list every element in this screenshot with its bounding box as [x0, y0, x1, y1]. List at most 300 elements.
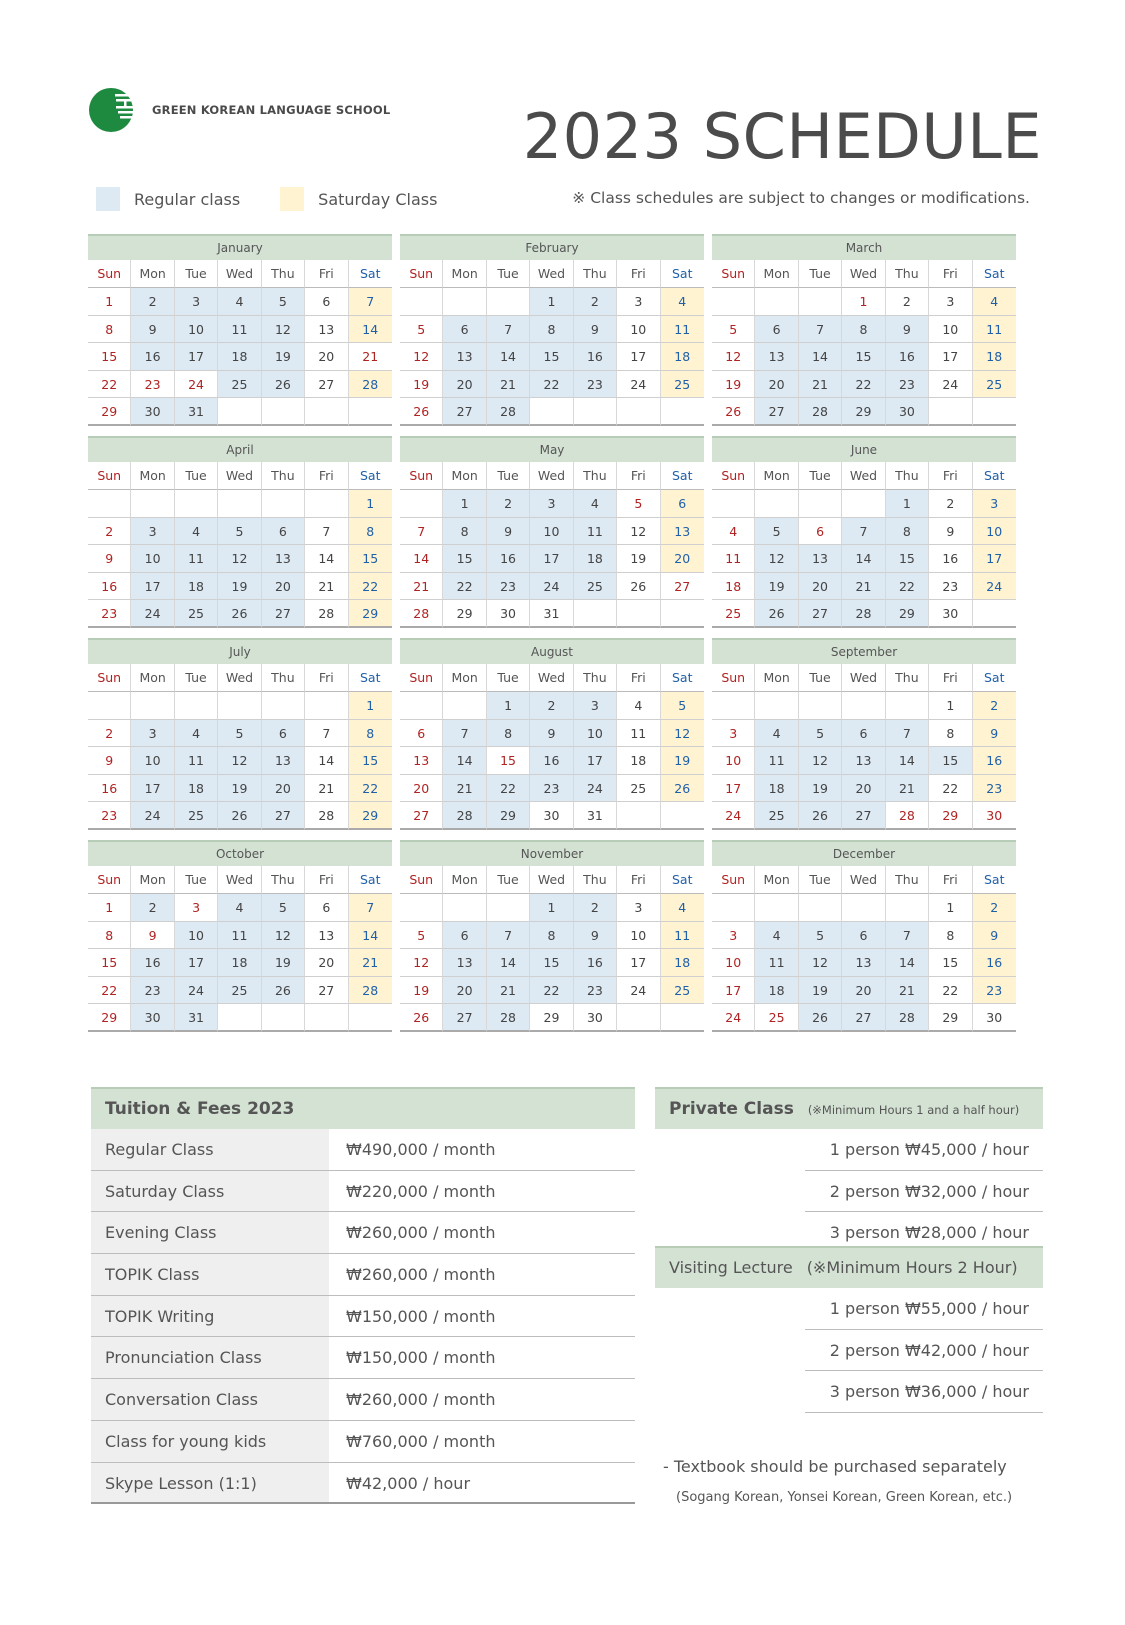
fee-row: [91, 1463, 635, 1505]
weekday-label: Tue: [799, 664, 842, 692]
empty-day-cell: [175, 490, 218, 518]
empty-day-cell: [131, 692, 174, 720]
day-cell: 5: [218, 720, 261, 748]
day-cell: 8: [929, 720, 972, 748]
day-cell: 25: [712, 600, 755, 628]
weekday-label: Tue: [799, 260, 842, 288]
day-cell: 21: [886, 775, 929, 803]
day-cell: 18: [218, 343, 261, 371]
day-cell: 11: [175, 747, 218, 775]
day-cell: 13: [842, 747, 885, 775]
day-cell: 14: [886, 949, 929, 977]
day-cell: 9: [88, 545, 131, 573]
day-cell: 6: [262, 720, 305, 748]
legend-regular-label: Regular class: [134, 189, 241, 209]
week-row: [400, 894, 704, 922]
day-cell: 8: [929, 922, 972, 950]
day-cell: 19: [755, 573, 798, 601]
day-cell: 26: [400, 1004, 443, 1032]
day-cell: 13: [305, 316, 348, 344]
tuition-fees-table: [91, 1087, 635, 1504]
empty-day-cell: [262, 692, 305, 720]
week-row: [400, 600, 704, 628]
weekday-label: Thu: [262, 462, 305, 490]
weekday-label: Tue: [175, 664, 218, 692]
day-cell: 27: [305, 371, 348, 399]
day-cell: 15: [886, 545, 929, 573]
calendar-month: [400, 436, 704, 628]
empty-day-cell: [712, 894, 755, 922]
day-cell: 20: [755, 371, 798, 399]
weekday-label: Fri: [929, 462, 972, 490]
day-cell: 4: [661, 894, 704, 922]
fee-label: Class for young kids: [91, 1421, 329, 1462]
day-cell: 23: [574, 371, 617, 399]
day-cell: 17: [712, 977, 755, 1005]
day-cell: 22: [929, 775, 972, 803]
weekday-label: Fri: [617, 462, 660, 490]
month-name: May: [400, 436, 704, 462]
fee-value: ₩260,000 / month: [346, 1265, 496, 1285]
day-cell: 23: [574, 977, 617, 1005]
day-cell: 17: [574, 747, 617, 775]
day-cell: 16: [574, 949, 617, 977]
day-cell: 4: [574, 490, 617, 518]
day-cell: 1: [88, 894, 131, 922]
weekday-header: [400, 462, 704, 490]
empty-day-cell: [574, 398, 617, 426]
day-cell: 15: [88, 949, 131, 977]
day-cell: 28: [886, 1004, 929, 1032]
weekday-label: Sun: [88, 866, 131, 894]
fee-label: Pronunciation Class: [91, 1337, 329, 1378]
empty-day-cell: [842, 490, 885, 518]
fee-value: ₩150,000 / month: [346, 1348, 496, 1368]
day-cell: 16: [973, 747, 1016, 775]
day-cell: 9: [131, 922, 174, 950]
day-cell: 8: [530, 922, 573, 950]
day-cell: 13: [842, 949, 885, 977]
weekday-header: [712, 260, 1016, 288]
day-cell: 5: [218, 518, 261, 546]
day-cell: 25: [218, 977, 261, 1005]
weekday-label: Thu: [886, 866, 929, 894]
weekday-label: Tue: [799, 866, 842, 894]
day-cell: 4: [755, 720, 798, 748]
day-cell: 27: [842, 1004, 885, 1032]
month-name: September: [712, 638, 1016, 664]
day-cell: 25: [175, 600, 218, 628]
empty-day-cell: [349, 1004, 392, 1032]
weekday-label: Wed: [530, 664, 573, 692]
weekday-label: Mon: [443, 866, 486, 894]
private-class-title: Private Class: [669, 1099, 794, 1119]
calendar-month: [712, 638, 1016, 830]
day-cell: 10: [131, 747, 174, 775]
month-name: December: [712, 840, 1016, 866]
day-cell: 24: [574, 775, 617, 803]
empty-day-cell: [661, 1004, 704, 1032]
day-cell: 12: [218, 747, 261, 775]
day-cell: 16: [487, 545, 530, 573]
weekday-header: [712, 866, 1016, 894]
day-cell: 18: [712, 573, 755, 601]
weekday-label: Thu: [574, 462, 617, 490]
day-cell: 2: [131, 288, 174, 316]
day-cell: 9: [574, 922, 617, 950]
day-cell: 28: [799, 398, 842, 426]
day-cell: 26: [712, 398, 755, 426]
day-cell: 1: [88, 288, 131, 316]
day-cell: 16: [574, 343, 617, 371]
day-cell: 5: [755, 518, 798, 546]
day-cell: 23: [973, 775, 1016, 803]
week-row: [712, 545, 1016, 573]
day-cell: 15: [842, 343, 885, 371]
day-cell: 9: [574, 316, 617, 344]
week-row: [400, 316, 704, 344]
fee-label: Conversation Class: [91, 1379, 329, 1420]
month-name: April: [88, 436, 392, 462]
day-cell: 27: [661, 573, 704, 601]
day-cell: 5: [799, 922, 842, 950]
day-cell: 12: [799, 949, 842, 977]
legend-saturday-label: Saturday Class: [318, 189, 438, 209]
calendar-month: [88, 234, 392, 426]
weekday-label: Wed: [530, 462, 573, 490]
price-row: 2 person ₩42,000 / hour: [805, 1330, 1043, 1372]
fee-row: [91, 1379, 635, 1421]
weekday-label: Sun: [88, 462, 131, 490]
day-cell: 12: [755, 545, 798, 573]
day-cell: 10: [712, 949, 755, 977]
day-cell: 6: [400, 720, 443, 748]
weekday-label: Tue: [175, 866, 218, 894]
day-cell: 4: [973, 288, 1016, 316]
week-row: [400, 1004, 704, 1032]
day-cell: 28: [487, 398, 530, 426]
empty-day-cell: [443, 894, 486, 922]
day-cell: 9: [929, 518, 972, 546]
empty-day-cell: [886, 692, 929, 720]
day-cell: 2: [886, 288, 929, 316]
empty-day-cell: [973, 398, 1016, 426]
day-cell: 30: [131, 1004, 174, 1032]
empty-day-cell: [929, 398, 972, 426]
weekday-label: Sat: [349, 462, 392, 490]
week-row: [88, 894, 392, 922]
weekday-label: Thu: [574, 866, 617, 894]
day-cell: 6: [262, 518, 305, 546]
empty-day-cell: [131, 490, 174, 518]
day-cell: 15: [349, 747, 392, 775]
day-cell: 9: [886, 316, 929, 344]
empty-day-cell: [88, 490, 131, 518]
empty-day-cell: [712, 490, 755, 518]
day-cell: 3: [617, 288, 660, 316]
weekday-label: Sat: [661, 664, 704, 692]
private-class-table: [655, 1087, 1043, 1254]
week-row: [712, 1004, 1016, 1032]
day-cell: 24: [973, 573, 1016, 601]
fee-value: ₩220,000 / month: [346, 1181, 496, 1201]
fee-label: Saturday Class: [91, 1171, 329, 1212]
day-cell: 15: [443, 545, 486, 573]
day-cell: 2: [929, 490, 972, 518]
day-cell: 21: [842, 573, 885, 601]
empty-day-cell: [886, 894, 929, 922]
month-name: November: [400, 840, 704, 866]
weekday-label: Sat: [973, 260, 1016, 288]
price-row: 3 person ₩36,000 / hour: [805, 1371, 1043, 1413]
visiting-lecture-title: Visiting Lecture: [669, 1258, 793, 1277]
day-cell: 14: [349, 922, 392, 950]
legend-regular: [96, 187, 240, 211]
day-cell: 30: [929, 600, 972, 628]
weekday-label: Thu: [886, 664, 929, 692]
empty-day-cell: [799, 490, 842, 518]
day-cell: 22: [349, 573, 392, 601]
day-cell: 29: [349, 600, 392, 628]
fee-label: Skype Lesson (1:1): [91, 1463, 329, 1503]
day-cell: 15: [929, 949, 972, 977]
weekday-label: Thu: [886, 462, 929, 490]
day-cell: 2: [574, 288, 617, 316]
empty-day-cell: [349, 398, 392, 426]
weekday-label: Sat: [973, 664, 1016, 692]
weekday-label: Thu: [262, 664, 305, 692]
day-cell: 8: [487, 720, 530, 748]
day-cell: 16: [131, 343, 174, 371]
weekday-label: Sun: [712, 260, 755, 288]
day-cell: 26: [799, 1004, 842, 1032]
day-cell: 17: [131, 775, 174, 803]
day-cell: 11: [755, 949, 798, 977]
weekday-label: Mon: [755, 664, 798, 692]
day-cell: 19: [262, 949, 305, 977]
week-row: [400, 692, 704, 720]
weekday-label: Fri: [305, 866, 348, 894]
week-row: [712, 316, 1016, 344]
weekday-label: Sat: [661, 866, 704, 894]
day-cell: 19: [262, 343, 305, 371]
day-cell: 2: [973, 692, 1016, 720]
week-row: [400, 545, 704, 573]
day-cell: 24: [131, 802, 174, 830]
saturday-swatch: [280, 187, 304, 211]
day-cell: 16: [88, 775, 131, 803]
day-cell: 2: [88, 518, 131, 546]
week-row: [712, 922, 1016, 950]
weekday-label: Mon: [131, 866, 174, 894]
day-cell: 14: [886, 747, 929, 775]
day-cell: 5: [262, 894, 305, 922]
day-cell: 20: [799, 573, 842, 601]
empty-day-cell: [262, 398, 305, 426]
empty-day-cell: [661, 398, 704, 426]
day-cell: 28: [349, 977, 392, 1005]
school-name: GREEN KOREAN LANGUAGE SCHOOL: [152, 103, 391, 117]
day-cell: 25: [755, 802, 798, 830]
day-cell: 9: [487, 518, 530, 546]
day-cell: 11: [175, 545, 218, 573]
day-cell: 27: [262, 802, 305, 830]
day-cell: 21: [487, 977, 530, 1005]
day-cell: 11: [755, 747, 798, 775]
day-cell: 21: [487, 371, 530, 399]
day-cell: 25: [617, 775, 660, 803]
day-cell: 10: [530, 518, 573, 546]
weekday-label: Thu: [886, 260, 929, 288]
day-cell: 22: [530, 977, 573, 1005]
weekday-header: [88, 462, 392, 490]
day-cell: 14: [305, 747, 348, 775]
day-cell: 4: [175, 518, 218, 546]
week-row: [712, 720, 1016, 748]
fee-value: ₩260,000 / month: [346, 1390, 496, 1410]
empty-day-cell: [305, 490, 348, 518]
day-cell: 17: [131, 573, 174, 601]
day-cell: 22: [842, 371, 885, 399]
weekday-label: Mon: [755, 866, 798, 894]
day-cell: 29: [487, 802, 530, 830]
day-cell: 19: [799, 775, 842, 803]
fee-label: Regular Class: [91, 1129, 329, 1170]
day-cell: 3: [131, 720, 174, 748]
weekday-label: Sun: [400, 866, 443, 894]
day-cell: 6: [305, 288, 348, 316]
calendar-month: [712, 840, 1016, 1032]
day-cell: 5: [400, 922, 443, 950]
empty-day-cell: [305, 1004, 348, 1032]
week-row: [88, 371, 392, 399]
day-cell: 10: [617, 922, 660, 950]
day-cell: 9: [88, 747, 131, 775]
day-cell: 8: [349, 518, 392, 546]
day-cell: 3: [617, 894, 660, 922]
page-title: 2023 SCHEDULE: [522, 100, 1042, 173]
textbook-note: - Textbook should be purchased separately: [663, 1457, 1007, 1476]
weekday-label: Wed: [218, 664, 261, 692]
weekday-header: [712, 462, 1016, 490]
day-cell: 21: [349, 343, 392, 371]
day-cell: 3: [131, 518, 174, 546]
visiting-lecture-table: [655, 1246, 1043, 1413]
calendar-month: [400, 638, 704, 830]
weekday-label: Tue: [487, 664, 530, 692]
weekday-label: Fri: [305, 664, 348, 692]
day-cell: 23: [530, 775, 573, 803]
month-name: July: [88, 638, 392, 664]
day-cell: 28: [305, 600, 348, 628]
day-cell: 31: [175, 398, 218, 426]
day-cell: 24: [617, 977, 660, 1005]
empty-day-cell: [574, 600, 617, 628]
day-cell: 24: [530, 573, 573, 601]
day-cell: 24: [712, 1004, 755, 1032]
weekday-label: Fri: [929, 260, 972, 288]
day-cell: 30: [973, 1004, 1016, 1032]
day-cell: 20: [443, 977, 486, 1005]
weekday-label: Mon: [443, 462, 486, 490]
day-cell: 22: [530, 371, 573, 399]
weekday-label: Wed: [842, 664, 885, 692]
day-cell: 29: [88, 1004, 131, 1032]
day-cell: 8: [530, 316, 573, 344]
weekday-label: Wed: [842, 866, 885, 894]
weekday-header: [400, 664, 704, 692]
private-class-header: [655, 1087, 1043, 1129]
week-row: [400, 288, 704, 316]
day-cell: 24: [131, 600, 174, 628]
day-cell: 18: [755, 775, 798, 803]
day-cell: 23: [487, 573, 530, 601]
day-cell: 14: [443, 747, 486, 775]
week-row: [712, 775, 1016, 803]
day-cell: 13: [443, 343, 486, 371]
empty-day-cell: [799, 288, 842, 316]
month-name: January: [88, 234, 392, 260]
day-cell: 7: [349, 894, 392, 922]
empty-day-cell: [218, 692, 261, 720]
day-cell: 26: [400, 398, 443, 426]
empty-day-cell: [617, 802, 660, 830]
week-row: [712, 288, 1016, 316]
weekday-label: Tue: [175, 260, 218, 288]
day-cell: 18: [973, 343, 1016, 371]
month-name: June: [712, 436, 1016, 462]
day-cell: 27: [400, 802, 443, 830]
fee-value: ₩260,000 / month: [346, 1223, 496, 1243]
day-cell: 14: [487, 949, 530, 977]
empty-day-cell: [712, 692, 755, 720]
week-row: [88, 490, 392, 518]
weekday-label: Fri: [929, 664, 972, 692]
day-cell: 12: [617, 518, 660, 546]
day-cell: 26: [262, 371, 305, 399]
day-cell: 10: [617, 316, 660, 344]
month-name: March: [712, 234, 1016, 260]
day-cell: 11: [973, 316, 1016, 344]
empty-day-cell: [400, 288, 443, 316]
day-cell: 14: [305, 545, 348, 573]
day-cell: 3: [973, 490, 1016, 518]
day-cell: 23: [131, 371, 174, 399]
day-cell: 13: [400, 747, 443, 775]
weekday-header: [88, 664, 392, 692]
weekday-label: Sat: [661, 260, 704, 288]
weekday-label: Mon: [755, 260, 798, 288]
weekday-label: Wed: [530, 260, 573, 288]
week-row: [88, 922, 392, 950]
day-cell: 24: [175, 977, 218, 1005]
day-cell: 21: [349, 949, 392, 977]
calendar-month: [712, 234, 1016, 426]
day-cell: 10: [175, 316, 218, 344]
day-cell: 22: [929, 977, 972, 1005]
empty-day-cell: [661, 802, 704, 830]
day-cell: 6: [755, 316, 798, 344]
day-cell: 3: [574, 692, 617, 720]
empty-day-cell: [755, 490, 798, 518]
calendar-month: [400, 234, 704, 426]
day-cell: 29: [530, 1004, 573, 1032]
day-cell: 23: [131, 977, 174, 1005]
day-cell: 22: [88, 371, 131, 399]
day-cell: 9: [973, 720, 1016, 748]
weekday-label: Sun: [712, 462, 755, 490]
week-row: [400, 922, 704, 950]
